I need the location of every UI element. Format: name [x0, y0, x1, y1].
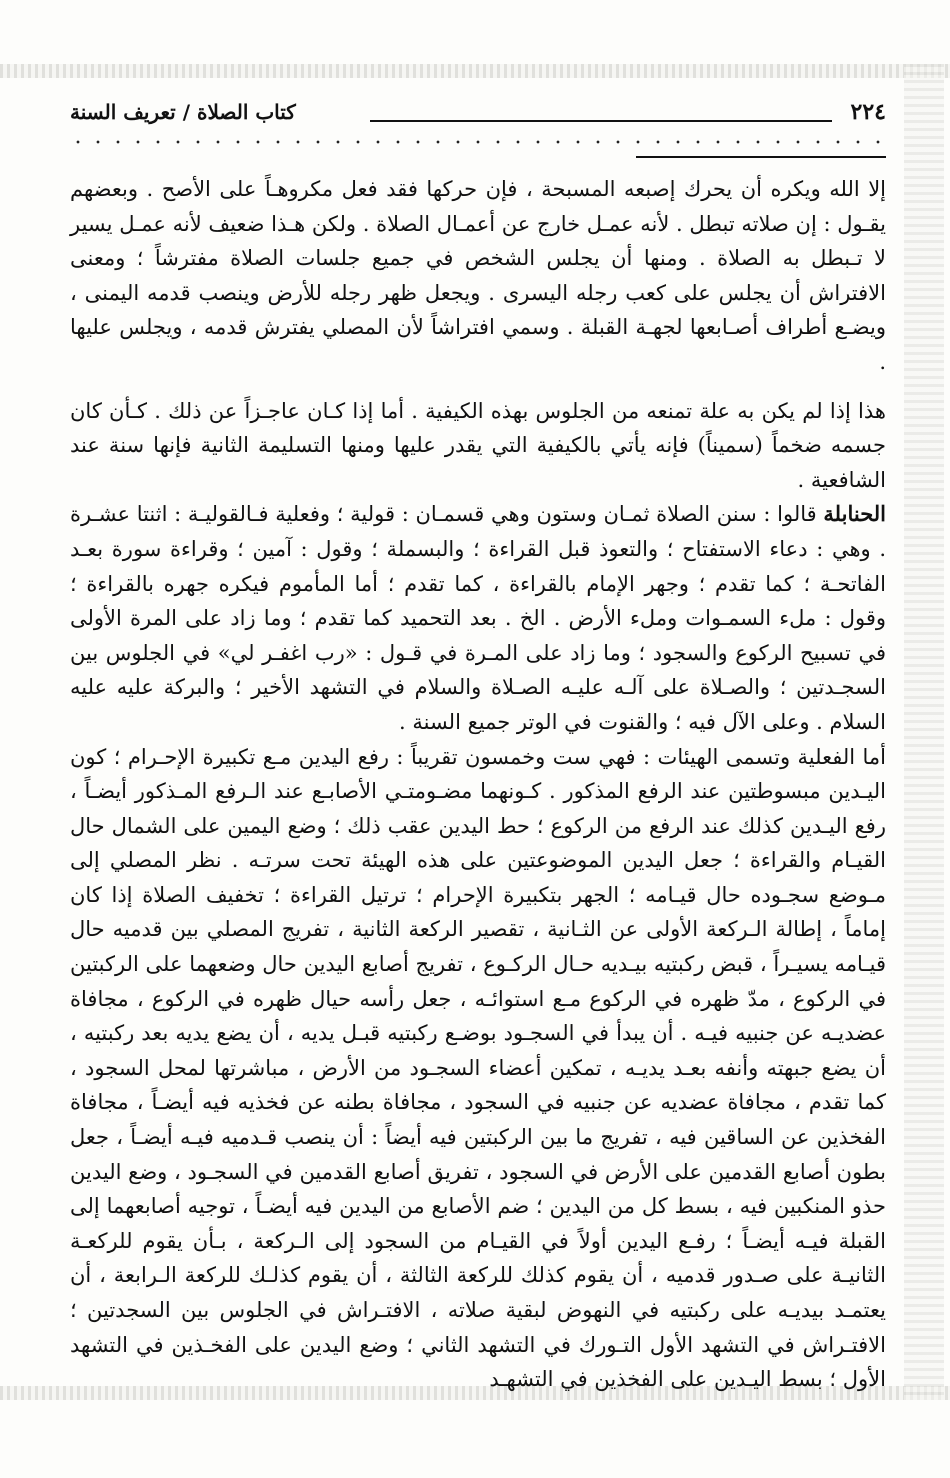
running-title: كتاب الصلاة / تعريف السنة [70, 100, 296, 124]
hanabila-heading: الحنابلة [823, 501, 886, 527]
paragraph-1: إلا الله ويكره أن يحرك إصبعه المسبحة ، فإن حركها فقد فعل مكروهـاً على الأصح . وبعضهم يقـول : إن صلاته تبطل . لأنه عمـل خارج عن أعمـال الصلاة . ولكن هـذا ضعيف لأنه عمـل يسير لا تـبطل به الصلاة . ومنها أن يجلس الشخص في جميع جلسات الصلاة مفترشاً ؛ ومعنى الافتراش أن يجلس على كعب رجله اليسرى . ويجعل ظهر رجله للأرض وينصب قدمه اليمنى ، ويضـع أطراف أصـابعها لجهـة القبلة . وسمي افتراشاً لأن المصلي يفترش قدمه ، ويجلس عليها . [70, 177, 886, 374]
footnote-rule [636, 156, 886, 158]
scan-border-top [0, 64, 950, 78]
paragraph-4: أما الفعلية وتسمى الهيئات : فهي ست وخمسون تقريباً : رفع اليدين مـع تكبيرة الإحـرام ؛ كون اليـدين مبسوطتين عند الرفع المذكور . كـونهما مضـومتـي الأصابـع عند الـرفع المـذكور أيضـاً ، رفع اليـدين كذلك عند الرفع من الركوع ؛ حط اليدين عقب ذلك ؛ وضع اليمين على الشمال حال القيـام والقراءة ؛ جعل اليدين الموضوعتين على هذه الهيئة تحت سرتـه . نظر المصلي إلى مـوضع سجـوده حال قيـامه ؛ الجهر بتكبيرة الإحرام ؛ ترتيل القراءة ؛ تخفيف الصلاة إذا كان إماماً ، إطالة الـركعة الأولى عن الثـانية ، تقصير الركعة الثانية ، تفريج المصلي بين قدميه حال قيـامه يسيـراً ، قبض ركبتيه بيـديه حـال الركـوع ، تفريج أصابع اليدين حال وضعهما على الركبتين في الركوع ، مدّ ظهره في الركوع مـع استوائـه ، جعل رأسه حيال ظهره في الركوع ، مجافاة عضديـه عن جنبيه فيـه . أن يبدأ في السجـود بوضـع ركبتيه قبـل يديه ، أن يضع يديه بعد ركبتيه ، أن يضع جبهته وأنفه بعـد يديـه ، تمكين أعضاء السجـود من الأرض ، مباشرتها لمحل السجود ، كما تقدم ، مجافاة عضديه عن جنبيه في السجود ، مجافاة بطنه عن فخذيه فيه أيضـاً ، مجافاة الفخذين عن الساقين فيه ، تفريج ما بين الركبتين فيه أيضاً : أن ينصب قـدميه فيـه أيضـاً ، جعل بطون أصابع القدمين على الأرض في السجود ، تفريق أصابع القدمين في السجـود ، وضع اليدين حذو المنكبين فيه ، بسط كل من اليدين ؛ ضم الأصابع من اليدين فيه أيضـاً ، توجيه أصابعهما إلى القبلة فيـه أيضـاً ؛ رفـع اليدين أولاً في القيـام من السجود إلى الـركعة ، بـأن يقوم للركعـة الثانيـة على صـدور قدميه ، أن يقوم كذلك للركعة الثالثة ، أن يقوم كذلـك للركعة الـرابعة ، أن يعتمـد بيديـه على ركبتيه في النهوض لبقية صلاته ، الافتـراش في الجلوس بين السجدتين ؛ الافتـراش في التشهد الأول التـورك في التشهد الثاني ؛ وضع اليدين على الفخـذين في التشهد الأول ؛ بسط اليـدين على الفخذين في التشهـد [70, 744, 886, 1392]
scan-border-right [904, 64, 944, 1400]
body-text [70, 172, 886, 1397]
page-header [70, 92, 886, 132]
paragraph-gap [70, 380, 886, 394]
header-rule [370, 120, 832, 122]
paragraph-2: هذا إذا لم يكن به علة تمنعه من الجلوس بهذه الكيفية . أما إذا كـان عاجـزاً عن ذلك . كـأن كان جسمه ضخماً (سميناً) فإنه يأتي بالكيفية التي يقدر عليها ومنها التسليمة الثانية فإنها سنة عند الشافعية . [70, 398, 886, 492]
book-page [70, 92, 886, 1392]
page-number: ٢٢٤ [850, 99, 886, 125]
paragraph-3 [70, 497, 886, 739]
dotted-separator [70, 134, 886, 150]
paragraph-3-text: قالوا : سنن الصلاة ثمـان وستون وهي قسمـان : قولية ؛ وفعلية فـالقوليـة : اثنتا عشـرة . وهي : دعاء الاستفتاح ؛ والتعوذ قبل القراءة ؛ والبسملة ؛ وقول : آمين ؛ وقراءة سورة بعـد الفاتحـة ؛ كما تقدم ؛ وجهر الإمام بالقراءة ، كما تقدم ؛ أما المأموم فيكره جهره بالقراءة ؛ وقول : ملء السمـوات وملء الأرض . الخ . بعد التحميد كما تقدم ؛ وما زاد على المرة الأولى في تسبيح الركوع والسجود ؛ وما زاد على المـرة في قـول : «رب اغفـر لي» في الجلوس بين السجـدتين ؛ والصـلاة على آلـه عليـه الصـلاة والسلام في التشهد الأخير ؛ والبركة عليه عليه السلام . وعلى الآل فيه ؛ والقنوت في الوتر جميع السنة . [70, 502, 886, 734]
